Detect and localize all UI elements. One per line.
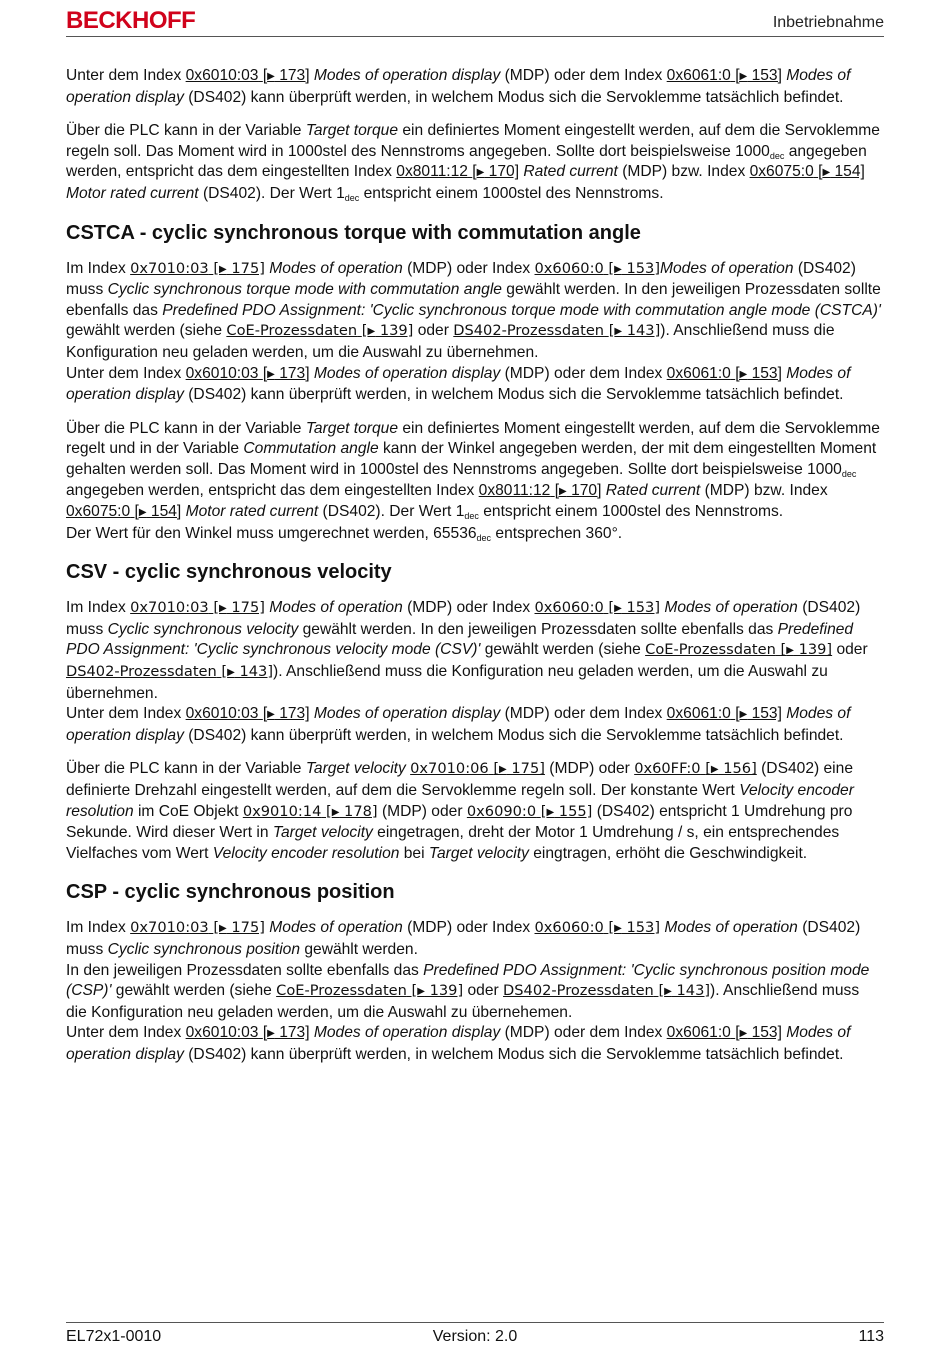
link-0x9010-14[interactable]: 0x9010:14 [▶ 178] bbox=[242, 802, 378, 820]
link-coe-prozessdaten[interactable]: CoE-Prozessdaten [▶ 139] bbox=[226, 322, 414, 340]
heading-csv: CSV - cyclic synchronous velocity bbox=[66, 561, 392, 584]
page-ref-arrow-icon: ▶ bbox=[219, 603, 227, 615]
paragraph-csv-velocity: Über die PLC kann in der Variable Target velocity 0x7010:06 [▶ 175] (MDP) oder 0x60FF:0 [▶ 156] (DS402) eine definierte Drehzahl eingestellt werden, auf dem die Servoklemme regeln soll. Der konstante Wert Velocity encoder resolution im CoE Objekt 0x9010:14 [▶ 178] (MDP) oder 0x6090:0 [▶ 155] (DS402) entspricht 1 Umdrehung pro Sekunde. Wird dieser Wert in Target velocity eingetragen, dreht der Motor 1 Umdrehung / s, ein entsprechendes Vielfaches vom Wert Velocity encoder resolution bei Target velocity eingtragen, erhöht die Geschwindigkeit. bbox=[66, 760, 854, 862]
page-ref-arrow-icon: ▶ bbox=[786, 645, 794, 657]
link-0x6090-0[interactable]: 0x6090:0 [▶ 155] bbox=[466, 802, 593, 820]
page-ref-arrow-icon: ▶ bbox=[614, 326, 623, 338]
page-ref-arrow-icon: ▶ bbox=[710, 764, 719, 776]
link-0x7010-03[interactable]: 0x7010:03 [▶ 175] bbox=[130, 599, 265, 617]
page-ref-arrow-icon: ▶ bbox=[499, 764, 507, 776]
page-ref-arrow-icon: ▶ bbox=[664, 986, 672, 998]
page-ref-arrow-icon: ▶ bbox=[417, 986, 425, 998]
page-ref-arrow-icon: ▶ bbox=[739, 709, 748, 721]
link-0x8011-12[interactable]: 0x8011:12 [▶ 170] bbox=[396, 163, 520, 181]
link-0x6010-03[interactable]: 0x6010:03 [▶ 173] bbox=[185, 1024, 310, 1042]
page-ref-arrow-icon: ▶ bbox=[614, 923, 622, 935]
page-ref-arrow-icon: ▶ bbox=[267, 368, 275, 380]
link-ds402-prozessdaten[interactable]: DS402-Prozessdaten [▶ 143] bbox=[503, 982, 711, 1000]
footer-divider bbox=[66, 1322, 884, 1323]
page-ref-arrow-icon: ▶ bbox=[227, 667, 235, 679]
paragraph-cstca-torque: Über die PLC kann in der Variable Target torque ein definiertes Moment eingestellt werden, auf dem die Servoklemme regelt und in der Variable Commutation angle kann der Winkel angegeben werden, der mit dem eingestellten Moment gehalten werden soll. Das Moment wird in 1000stel des Nennstroms angegeben. Sollte dort beispielsweise $1000_{dec}$ angegeben werden, entspricht das dem eingestellten Index 0x8011:12 [▶ 170] Rated current (MDP) bzw. Index 0x6075:0 [▶ 154] Motor rated current (DS402). Der Wert $1_{dec}$ entspricht einem 1000stel des Nennstroms. Der Wert für den Winkel muss umgerechnet werden, $65536_{dec}$ entsprechen 360°. bbox=[66, 419, 880, 543]
beckhoff-logo: BECKHOFF bbox=[66, 7, 196, 34]
page-ref-arrow-icon: ▶ bbox=[267, 1028, 275, 1040]
page-ref-arrow-icon: ▶ bbox=[367, 326, 376, 338]
paragraph-csv-mode: Im Index 0x7010:03 [▶ 175] Modes of operation (MDP) oder Index 0x6060:0 [▶ 153] Modes of operation (DS402) muss Cyclic synchronous velocity gewählt werden. In den jeweiligen Prozessdaten sollte ebenfalls das Predefined PDO Assignment: 'Cyclic synchronous velocity mode (CSV)' gewählt werden (siehe CoE-Prozessdaten [▶ 139] oder DS402-Prozessdaten [▶ 143]). Anschließend muss die Konfiguration neu geladen werden, um die Auswahl zu übernehmen. bbox=[66, 599, 868, 702]
page-ref-arrow-icon: ▶ bbox=[546, 806, 555, 818]
page-ref-arrow-icon: ▶ bbox=[219, 263, 227, 275]
link-0x6061-0[interactable]: 0x6061:0 [▶ 153] bbox=[666, 1024, 782, 1042]
link-0x6010-03[interactable]: 0x6010:03 [▶ 173] bbox=[185, 705, 310, 723]
link-0x7010-03[interactable]: 0x7010:03 [▶ 175] bbox=[130, 919, 265, 937]
link-0x60ff-0[interactable]: 0x60FF:0 [▶ 156] bbox=[634, 760, 757, 778]
link-ds402-prozessdaten[interactable]: DS402-Prozessdaten [▶ 143] bbox=[66, 663, 274, 681]
page-ref-arrow-icon: ▶ bbox=[559, 485, 567, 497]
link-ds402-prozessdaten[interactable]: DS402-Prozessdaten [▶ 143] bbox=[453, 322, 661, 340]
page-ref-arrow-icon: ▶ bbox=[331, 806, 340, 818]
link-coe-prozessdaten[interactable]: CoE-Prozessdaten [▶ 139] bbox=[645, 641, 833, 659]
link-0x8011-12[interactable]: 0x8011:12 [▶ 170] bbox=[478, 481, 602, 499]
link-0x6060-0[interactable]: 0x6060:0 [▶ 153] bbox=[534, 919, 661, 937]
link-0x7010-03[interactable]: 0x7010:03 [▶ 175] bbox=[130, 259, 265, 277]
link-0x6061-0[interactable]: 0x6061:0 [▶ 153] bbox=[666, 67, 782, 84]
footer-page-number: 113 bbox=[858, 1328, 884, 1345]
link-0x6061-0[interactable]: 0x6061:0 [▶ 153] bbox=[666, 705, 782, 723]
link-0x6060-0[interactable]: 0x6060:0 [▶ 153] bbox=[534, 599, 661, 617]
page-ref-arrow-icon: ▶ bbox=[138, 507, 147, 519]
link-0x6075-0[interactable]: 0x6075:0 [▶ 154] bbox=[66, 503, 182, 521]
page-ref-arrow-icon: ▶ bbox=[739, 368, 748, 380]
page-ref-arrow-icon: ▶ bbox=[267, 709, 275, 721]
paragraph-target-torque-intro: Über die PLC kann in der Variable Target torque ein definiertes Moment eingestellt werden, auf dem die Servoklemme regeln soll. Das Moment wird in 1000stel des Nennstroms angegeben. Sollte dort beispielsweise $1000_{dec}$ angegeben werden, entspricht das dem eingestellten Index 0x8011:12 [▶ 170] Rated current (MDP) bzw. Index 0x6075:0 [▶ 154] Motor rated current (DS402). Der Wert $1_{dec}$ entspricht einem 1000stel des Nennstroms. bbox=[66, 122, 880, 203]
page-ref-arrow-icon: ▶ bbox=[614, 603, 622, 615]
link-0x6075-0[interactable]: 0x6075:0 [▶ 154] bbox=[749, 163, 865, 181]
heading-cstca: CSTCA - cyclic synchronous torque with commutation angle bbox=[66, 221, 641, 244]
page-ref-arrow-icon: ▶ bbox=[219, 923, 227, 935]
header-section-title: Inbetriebnahme bbox=[772, 14, 884, 31]
link-coe-prozessdaten[interactable]: CoE-Prozessdaten [▶ 139] bbox=[276, 982, 464, 1000]
link-0x6010-03[interactable]: 0x6010:03 [▶ 173] bbox=[185, 67, 310, 84]
paragraph-csp-mdp-check: Unter dem Index 0x6010:03 [▶ 173] Modes of operation display (MDP) oder dem Index 0x6061:0 [▶ 153] Modes of operation display (DS402) kann überprüft werden, in welchem Modus sich die Servoklemme tatsächlich befindet. bbox=[66, 1024, 851, 1063]
link-0x6061-0[interactable]: 0x6061:0 [▶ 153] bbox=[666, 364, 782, 382]
page-ref-arrow-icon: ▶ bbox=[739, 71, 748, 82]
footer-product: EL72x1-0010 bbox=[66, 1328, 162, 1345]
paragraph-cstca-mdp-check: Unter dem Index 0x6010:03 [▶ 173] Modes of operation display (MDP) oder dem Index 0x6061:0 [▶ 153] Modes of operation display (DS402) kann überprüft werden, in welchem Modus sich die Servoklemme tatsächlich befindet. bbox=[66, 364, 851, 404]
paragraph-mdp-check-intro: Unter dem Index 0x6010:03 [▶ 173] Modes of operation display (MDP) oder dem Index 0x6061:0 [▶ 153] Modes of operation display (DS402) kann überprüft werden, in welchem Modus sich die Servoklemme tatsächlich befindet. bbox=[66, 67, 851, 106]
footer-version: Version: 2.0 bbox=[432, 1328, 518, 1345]
page-ref-arrow-icon: ▶ bbox=[476, 167, 485, 179]
paragraph-csp-mode: Im Index 0x7010:03 [▶ 175] Modes of operation (MDP) oder Index 0x6060:0 [▶ 153] Modes of operation (DS402) muss Cyclic synchronous position gewählt werden. In den jeweiligen Prozessdaten sollte ebenfalls das Predefined PDO Assignment: 'Cyclic synchronous position mode (CSP)' gewählt werden (siehe CoE-Prozessdaten [▶ 139] oder DS402-Prozessdaten [▶ 143]). Anschließend muss die Konfiguration neu geladen werden, um die Auswahl zu übernehemen. bbox=[66, 919, 870, 1021]
page-ref-arrow-icon: ▶ bbox=[739, 1028, 748, 1040]
page-ref-arrow-icon: ▶ bbox=[267, 71, 275, 82]
page-content bbox=[66, 66, 884, 1066]
link-0x7010-06[interactable]: 0x7010:06 [▶ 175] bbox=[410, 760, 545, 778]
paragraph-csv-mdp-check: Unter dem Index 0x6010:03 [▶ 173] Modes of operation display (MDP) oder dem Index 0x6061:0 [▶ 153] Modes of operation display (DS402) kann überprüft werden, in welchem Modus sich die Servoklemme tatsächlich befindet. bbox=[66, 705, 851, 744]
link-0x6060-0[interactable]: 0x6060:0 [▶ 153] bbox=[534, 259, 661, 277]
page-ref-arrow-icon: ▶ bbox=[614, 263, 622, 275]
page-ref-arrow-icon: ▶ bbox=[822, 167, 831, 179]
link-0x6010-03[interactable]: 0x6010:03 [▶ 173] bbox=[185, 364, 310, 382]
header-divider bbox=[66, 36, 884, 37]
paragraph-cstca-mode: Im Index 0x7010:03 [▶ 175] Modes of operation (MDP) oder Index 0x6060:0 [▶ 153]Modes of operation (DS402) muss Cyclic synchronous torque mode with commutation angle gewählt werden. In den jeweiligen Prozessdaten sollte ebenfalls das Predefined PDO Assignment: 'Cyclic synchronous torque mode with commutation angle mode (CSTCA)' gewählt werden (siehe CoE-Prozessdaten [▶ 139] oder DS402-Prozessdaten [▶ 143]). Anschließend muss die Konfiguration neu geladen werden, um die Auswahl zu übernehmen. bbox=[66, 259, 881, 361]
heading-csp: CSP - cyclic synchronous position bbox=[66, 881, 395, 904]
